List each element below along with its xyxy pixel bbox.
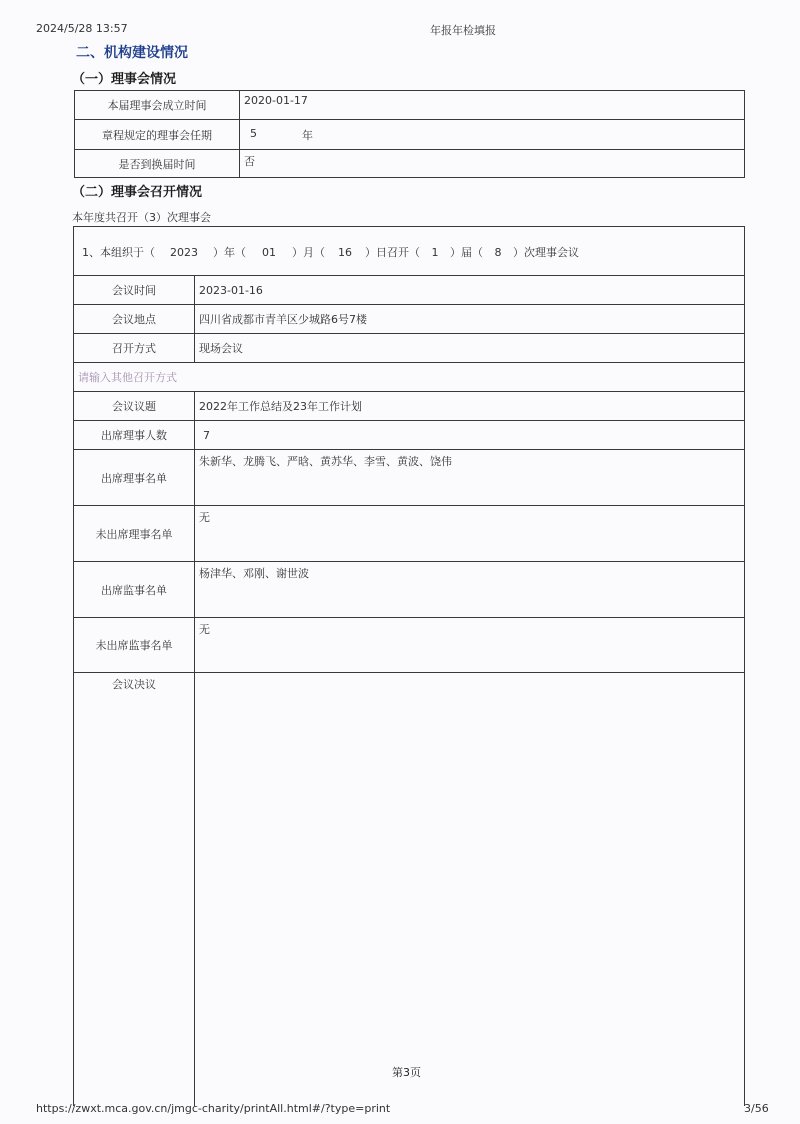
resolution-label: 会议决议 [112, 678, 156, 691]
meeting-year: 2023 [170, 245, 198, 259]
attend-list-value: 朱新华、龙腾飞、严晗、黄苏华、李雪、黄波、饶伟 [194, 449, 745, 506]
absent-list-label: 未出席理事名单 [73, 505, 195, 562]
footer-url: https://zwxt.mca.gov.cn/jmgc-charity/printAll.html#/?type=print [36, 1102, 391, 1115]
summary-suffix: ）次理事会 [156, 211, 211, 224]
absent-supervisor-value: 无 [194, 617, 745, 673]
section-title: 二、机构建设情况 [76, 45, 188, 61]
supervisor-list-value: 杨津华、邓刚、谢世波 [194, 561, 745, 618]
meeting-time-label: 会议时间 [73, 275, 195, 305]
meeting-place-value: 四川省成都市青羊区少城路6号7楼 [194, 304, 745, 334]
meeting-day: 16 [338, 245, 352, 259]
meeting-session: 1 [431, 245, 439, 259]
meeting-session-label: ）届（ [450, 246, 483, 259]
meetings-summary [72, 209, 211, 225]
meeting-number: 8 [494, 245, 502, 259]
meeting-time-value: 2023-01-16 [194, 275, 745, 305]
resolution-divider [194, 672, 195, 1106]
meeting-count: 3 [149, 211, 156, 224]
print-datetime: 2024/5/28 13:57 [36, 22, 128, 35]
meeting-place-label: 会议地点 [73, 304, 195, 334]
board-term-value: 5 [250, 127, 257, 140]
page-number: 第3页 [392, 1066, 421, 1079]
meeting-prefix: 1、本组织于（ [82, 246, 155, 259]
meeting-header [82, 244, 732, 260]
board-reelection-value: 否 [239, 149, 745, 178]
resolution-top-border [73, 672, 745, 673]
board-term-label: 章程规定的理事会任期 [74, 119, 240, 150]
meeting-month-label: ）月（ [292, 246, 325, 259]
supervisor-list-label: 出席监事名单 [73, 561, 195, 618]
meetings-subtitle: （二）理事会召开情况 [72, 185, 203, 200]
board-established-value: 2020-01-17 [239, 90, 745, 120]
meeting-topic-label: 会议议题 [73, 391, 195, 421]
footer-page-count: 3/56 [744, 1102, 769, 1115]
board-established-label: 本届理事会成立时间 [74, 90, 240, 120]
meeting-month: 01 [262, 245, 276, 259]
meeting-number-label: ）次理事会议 [513, 246, 579, 259]
meeting-mode-label: 召开方式 [73, 333, 195, 363]
board-term-cell [239, 119, 745, 150]
board-subtitle: （一）理事会情况 [72, 72, 177, 87]
absent-list-value: 无 [194, 505, 745, 562]
meeting-mode-value: 现场会议 [194, 333, 745, 363]
print-title: 年报年检填报 [430, 24, 496, 37]
meeting-year-label: ）年（ [213, 246, 246, 259]
board-term-unit: 年 [302, 129, 313, 142]
meeting-topic-value: 2022年工作总结及23年工作计划 [194, 391, 745, 421]
board-reelection-label: 是否到换届时间 [74, 149, 240, 178]
absent-supervisor-label: 未出席监事名单 [73, 617, 195, 673]
attend-count-label: 出席理事人数 [73, 420, 195, 450]
summary-prefix: 本年度共召开（ [72, 211, 149, 224]
attend-list-label: 出席理事名单 [73, 449, 195, 506]
attend-count-value: 7 [194, 420, 745, 450]
meeting-day-label: ）日召开（ [365, 246, 420, 259]
other-mode-input[interactable]: 请输入其他召开方式 [73, 362, 745, 392]
